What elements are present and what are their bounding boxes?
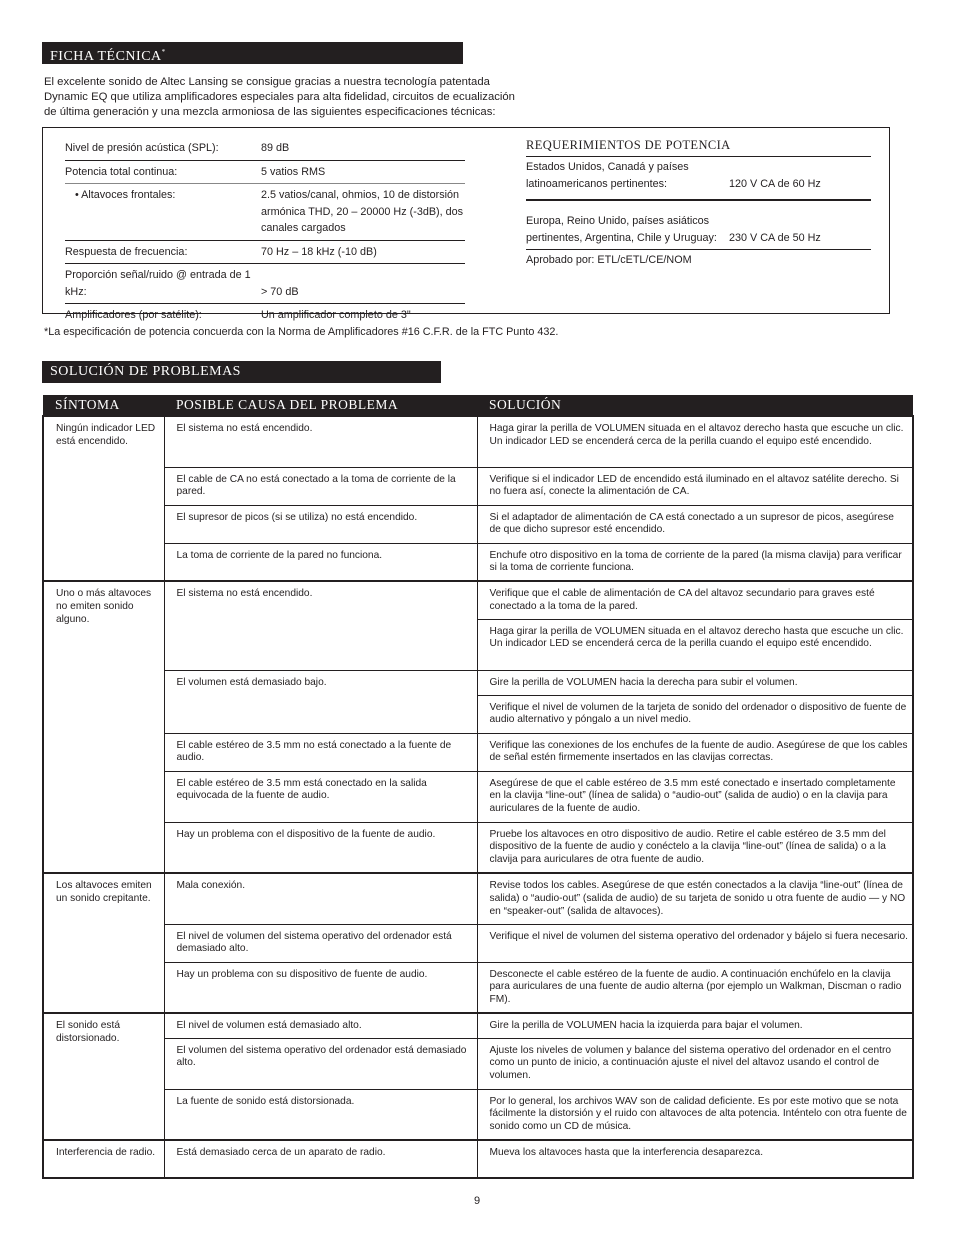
table-row xyxy=(43,543,913,581)
header-cause: POSIBLE CAUSA DEL PROBLEMA xyxy=(164,395,477,416)
symptom-cell: Los altavoces emiten un sonido crepitante. xyxy=(43,873,164,1013)
troubleshooting-table xyxy=(42,395,914,1179)
symptom-cell: El sonido está distorsionado. xyxy=(43,1013,164,1140)
spec-key: Amplificadores (por satélite): xyxy=(65,309,202,321)
power-approved xyxy=(526,250,871,271)
cause-cell: El sistema no está encendido. xyxy=(164,581,477,670)
spec-row xyxy=(65,184,465,241)
spec-value: 2.5 vatios/canal, ohmios, 10 de distorsión armónica THD, 20 – 20000 Hz (-3dB), dos canales cargados xyxy=(261,189,464,234)
solution-cell: Desconecte el cable estéreo de la fuente de audio. A continuación enchúfelo en la clavija para auriculares de una fuente de audio alterna (por ejemplo un Walkman, Discman o radio FM). xyxy=(477,962,913,1013)
power-value: 120 V CA de 60 Hz xyxy=(729,177,821,190)
cause-cell: Está demasiado cerca de un aparato de radio. xyxy=(164,1140,477,1178)
solution-cell: Enchufe otro dispositivo en la toma de corriente de la pared (la misma clavija) para verificar si la toma de corriente funciona. xyxy=(477,543,913,581)
table-row xyxy=(43,1140,913,1178)
power-region: Estados Unidos, Canadá y países latinoamericanos pertinentes: xyxy=(526,161,689,190)
table-row xyxy=(43,733,913,771)
spec-value: Un amplificador completo de 3" xyxy=(261,309,411,321)
footnote: *La especificación de potencia concuerda con la Norma de Amplificadores #16 C.F.R. de la FTC Punto 432. xyxy=(44,326,559,338)
cause-cell: El cable estéreo de 3.5 mm no está conectado a la fuente de audio. xyxy=(164,733,477,771)
solution-cell: Haga girar la perilla de VOLUMEN situada en el altavoz derecho hasta que escuche un clic. Un indicador LED se encenderá cerca de la perilla cuando el equipo esté encendido. xyxy=(477,416,913,467)
spec-key: Proporción señal/ruido @ entrada de 1 kHz: xyxy=(65,269,251,298)
table-row xyxy=(43,581,913,619)
spec-row xyxy=(65,264,465,304)
troubleshooting-header xyxy=(42,361,441,383)
solution-cell: Verifique si el indicador LED de encendido está iluminado en el altavoz satélite derecho. Si no fuera así, conecte la alimentación de CA. xyxy=(477,467,913,505)
power-row xyxy=(526,211,871,250)
troubleshooting-title: SOLUCIÓN DE PROBLEMAS xyxy=(50,364,241,379)
power-region: Europa, Reino Unido, países asiáticos pertinentes, Argentina, Chile y Uruguay: xyxy=(526,215,717,244)
spec-row xyxy=(65,137,465,161)
intro-paragraph xyxy=(44,75,604,121)
table-row xyxy=(43,670,913,695)
spec-key: Respuesta de frecuencia: xyxy=(65,245,188,258)
footnote-mark: * xyxy=(161,48,166,56)
solution-cell: Mueva los altavoces hasta que la interferencia desaparezca. xyxy=(477,1140,913,1178)
spec-key: • Altavoces frontales: xyxy=(75,189,176,201)
spec-row xyxy=(65,241,465,265)
table-row xyxy=(43,1038,913,1089)
power-row xyxy=(526,157,871,201)
cause-cell: El nivel de volumen del sistema operativo del ordenador está demasiado alto. xyxy=(164,924,477,962)
table-row xyxy=(43,1089,913,1140)
solution-cell: Pruebe los altavoces en otro dispositivo de audio. Retire el cable estéreo de 3.5 mm del dispositivo de la fuente de audio y conéctelo a la clavija “line-out” (línea de salida) o a la clavija para auriculares de otra fuente de audio. xyxy=(477,822,913,873)
cause-cell: El sistema no está encendido. xyxy=(164,416,477,467)
page-number: 9 xyxy=(473,1195,481,1207)
header-symptom: SÍNTOMA xyxy=(43,395,164,416)
symptom-cell: Ningún indicador LED está encendido. xyxy=(43,416,164,581)
cause-cell: El cable de CA no está conectado a la toma de corriente de la pared. xyxy=(164,467,477,505)
header-solution: SOLUCIÓN xyxy=(477,395,913,416)
solution-cell: Por lo general, los archivos WAV son de calidad deficiente. Es por este motivo que se nota fácilmente la distorsión y el ruido con altavoces de alta potencia. Inténtelo con otra fuente de sonido como un CD de música. xyxy=(477,1089,913,1140)
spec-key: Nivel de presión acústica (SPL): xyxy=(65,142,219,154)
spec-table xyxy=(65,137,465,327)
solution-cell: Revise todos los cables. Asegúrese de que estén conectados a la clavija “line-out” (línea de salida) o “audio-out” (salida de audio) de su tarjeta de sonido u otra fuente de audio — y NO en “speaker-out” (salida de altavoces). xyxy=(477,873,913,924)
cause-cell: El volumen está demasiado bajo. xyxy=(164,670,477,733)
solution-cell: Gire la perilla de VOLUMEN hacia la derecha para subir el volumen. xyxy=(477,670,913,695)
table-row xyxy=(43,924,913,962)
power-requirements xyxy=(526,137,871,271)
spec-row xyxy=(65,161,465,185)
intro-line: de última generación y una mezcla armoniosa de las siguientes especificaciones técnicas: xyxy=(44,106,496,119)
solution-cell: Si el adaptador de alimentación de CA está conectado a un supresor de picos, asegúrese de que dicho supresor esté encendido. xyxy=(477,505,913,543)
spec-value: 5 vatios RMS xyxy=(261,165,326,178)
table-row xyxy=(43,771,913,822)
power-title: REQUERIMIENTOS DE POTENCIA xyxy=(526,137,871,157)
spec-value: 89 dB xyxy=(261,142,290,154)
spec-value: 70 Hz – 18 kHz (-10 dB) xyxy=(261,245,377,258)
cause-cell: El nivel de volumen está demasiado alto. xyxy=(164,1013,477,1038)
table-row xyxy=(43,962,913,1013)
cause-cell: El cable estéreo de 3.5 mm está conectado en la salida equivocada de la fuente de audio. xyxy=(164,771,477,822)
cause-cell: Mala conexión. xyxy=(164,873,477,924)
solution-cell: Verifique las conexiones de los enchufes de la fuente de audio. Asegúrese de que los cables de señal estén firmemente insertados en las clavijas correctas. xyxy=(477,733,913,771)
spec-box xyxy=(42,127,890,321)
symptom-cell: Uno o más altavoces no emiten sonido alguno. xyxy=(43,581,164,873)
approved-text: Aprobado por: ETL/cETL/CE/NOM xyxy=(526,254,692,266)
power-value: 230 V CA de 50 Hz xyxy=(729,231,821,244)
cause-cell: La fuente de sonido está distorsionada. xyxy=(164,1089,477,1140)
table-header-row xyxy=(43,395,913,416)
table-row xyxy=(43,873,913,924)
solution-cell: Ajuste los niveles de volumen y balance del sistema operativo del ordenador en el centro como un punto de inicio, a continuación ajuste el nivel del altavoz usando el control de volumen. xyxy=(477,1038,913,1089)
table-row xyxy=(43,1013,913,1038)
cause-cell: El volumen del sistema operativo del ordenador está demasiado alto. xyxy=(164,1038,477,1089)
cause-cell: El supresor de picos (si se utiliza) no está encendido. xyxy=(164,505,477,543)
cause-cell: Hay un problema con su dispositivo de fuente de audio. xyxy=(164,962,477,1013)
table-row xyxy=(43,467,913,505)
table-row xyxy=(43,416,913,467)
symptom-cell: Interferencia de radio. xyxy=(43,1140,164,1178)
intro-line: El excelente sonido de Altec Lansing se consigue gracias a nuestra tecnología patentada xyxy=(44,76,490,88)
table-row xyxy=(43,822,913,873)
intro-line: Dynamic EQ que utiliza amplificadores especiales para alta fidelidad, circuitos de ecualización xyxy=(44,91,515,104)
solution-cell: Verifique el nivel de volumen del sistema operativo del ordenador y bájelo si fuera necesario. xyxy=(477,924,913,962)
cause-cell: Hay un problema con el dispositivo de la fuente de audio. xyxy=(164,822,477,873)
solution-cell: Asegúrese de que el cable estéreo de 3.5 mm esté conectado e insertado completamente en la clavija “line-out” (línea de salida) o “audio-out” (salida de audio) o en la clavija para auriculares de la fuente de audio. xyxy=(477,771,913,822)
solution-cell: Gire la perilla de VOLUMEN hacia la izquierda para bajar el volumen. xyxy=(477,1013,913,1038)
ficha-tecnica-header xyxy=(42,42,463,64)
spec-row xyxy=(65,304,465,327)
cause-cell: La toma de corriente de la pared no funciona. xyxy=(164,543,477,581)
table-row xyxy=(43,505,913,543)
spec-key: Potencia total continua: xyxy=(65,165,178,178)
solution-cell: Verifique el nivel de volumen de la tarjeta de sonido del ordenador o dispositivo de fuente de audio alternativo y póngalo a un nivel medio. xyxy=(477,695,913,733)
solution-cell: Haga girar la perilla de VOLUMEN situada en el altavoz derecho hasta que escuche un clic. Un indicador LED se encenderá cerca de la perilla cuando el equipo esté encendido. xyxy=(477,619,913,670)
ficha-tecnica-title: FICHA TÉCNICA xyxy=(50,49,162,64)
spec-value: > 70 dB xyxy=(261,285,299,298)
solution-cell: Verifique que el cable de alimentación de CA del altavoz secundario para graves esté conectado a la toma de la pared. xyxy=(477,581,913,619)
